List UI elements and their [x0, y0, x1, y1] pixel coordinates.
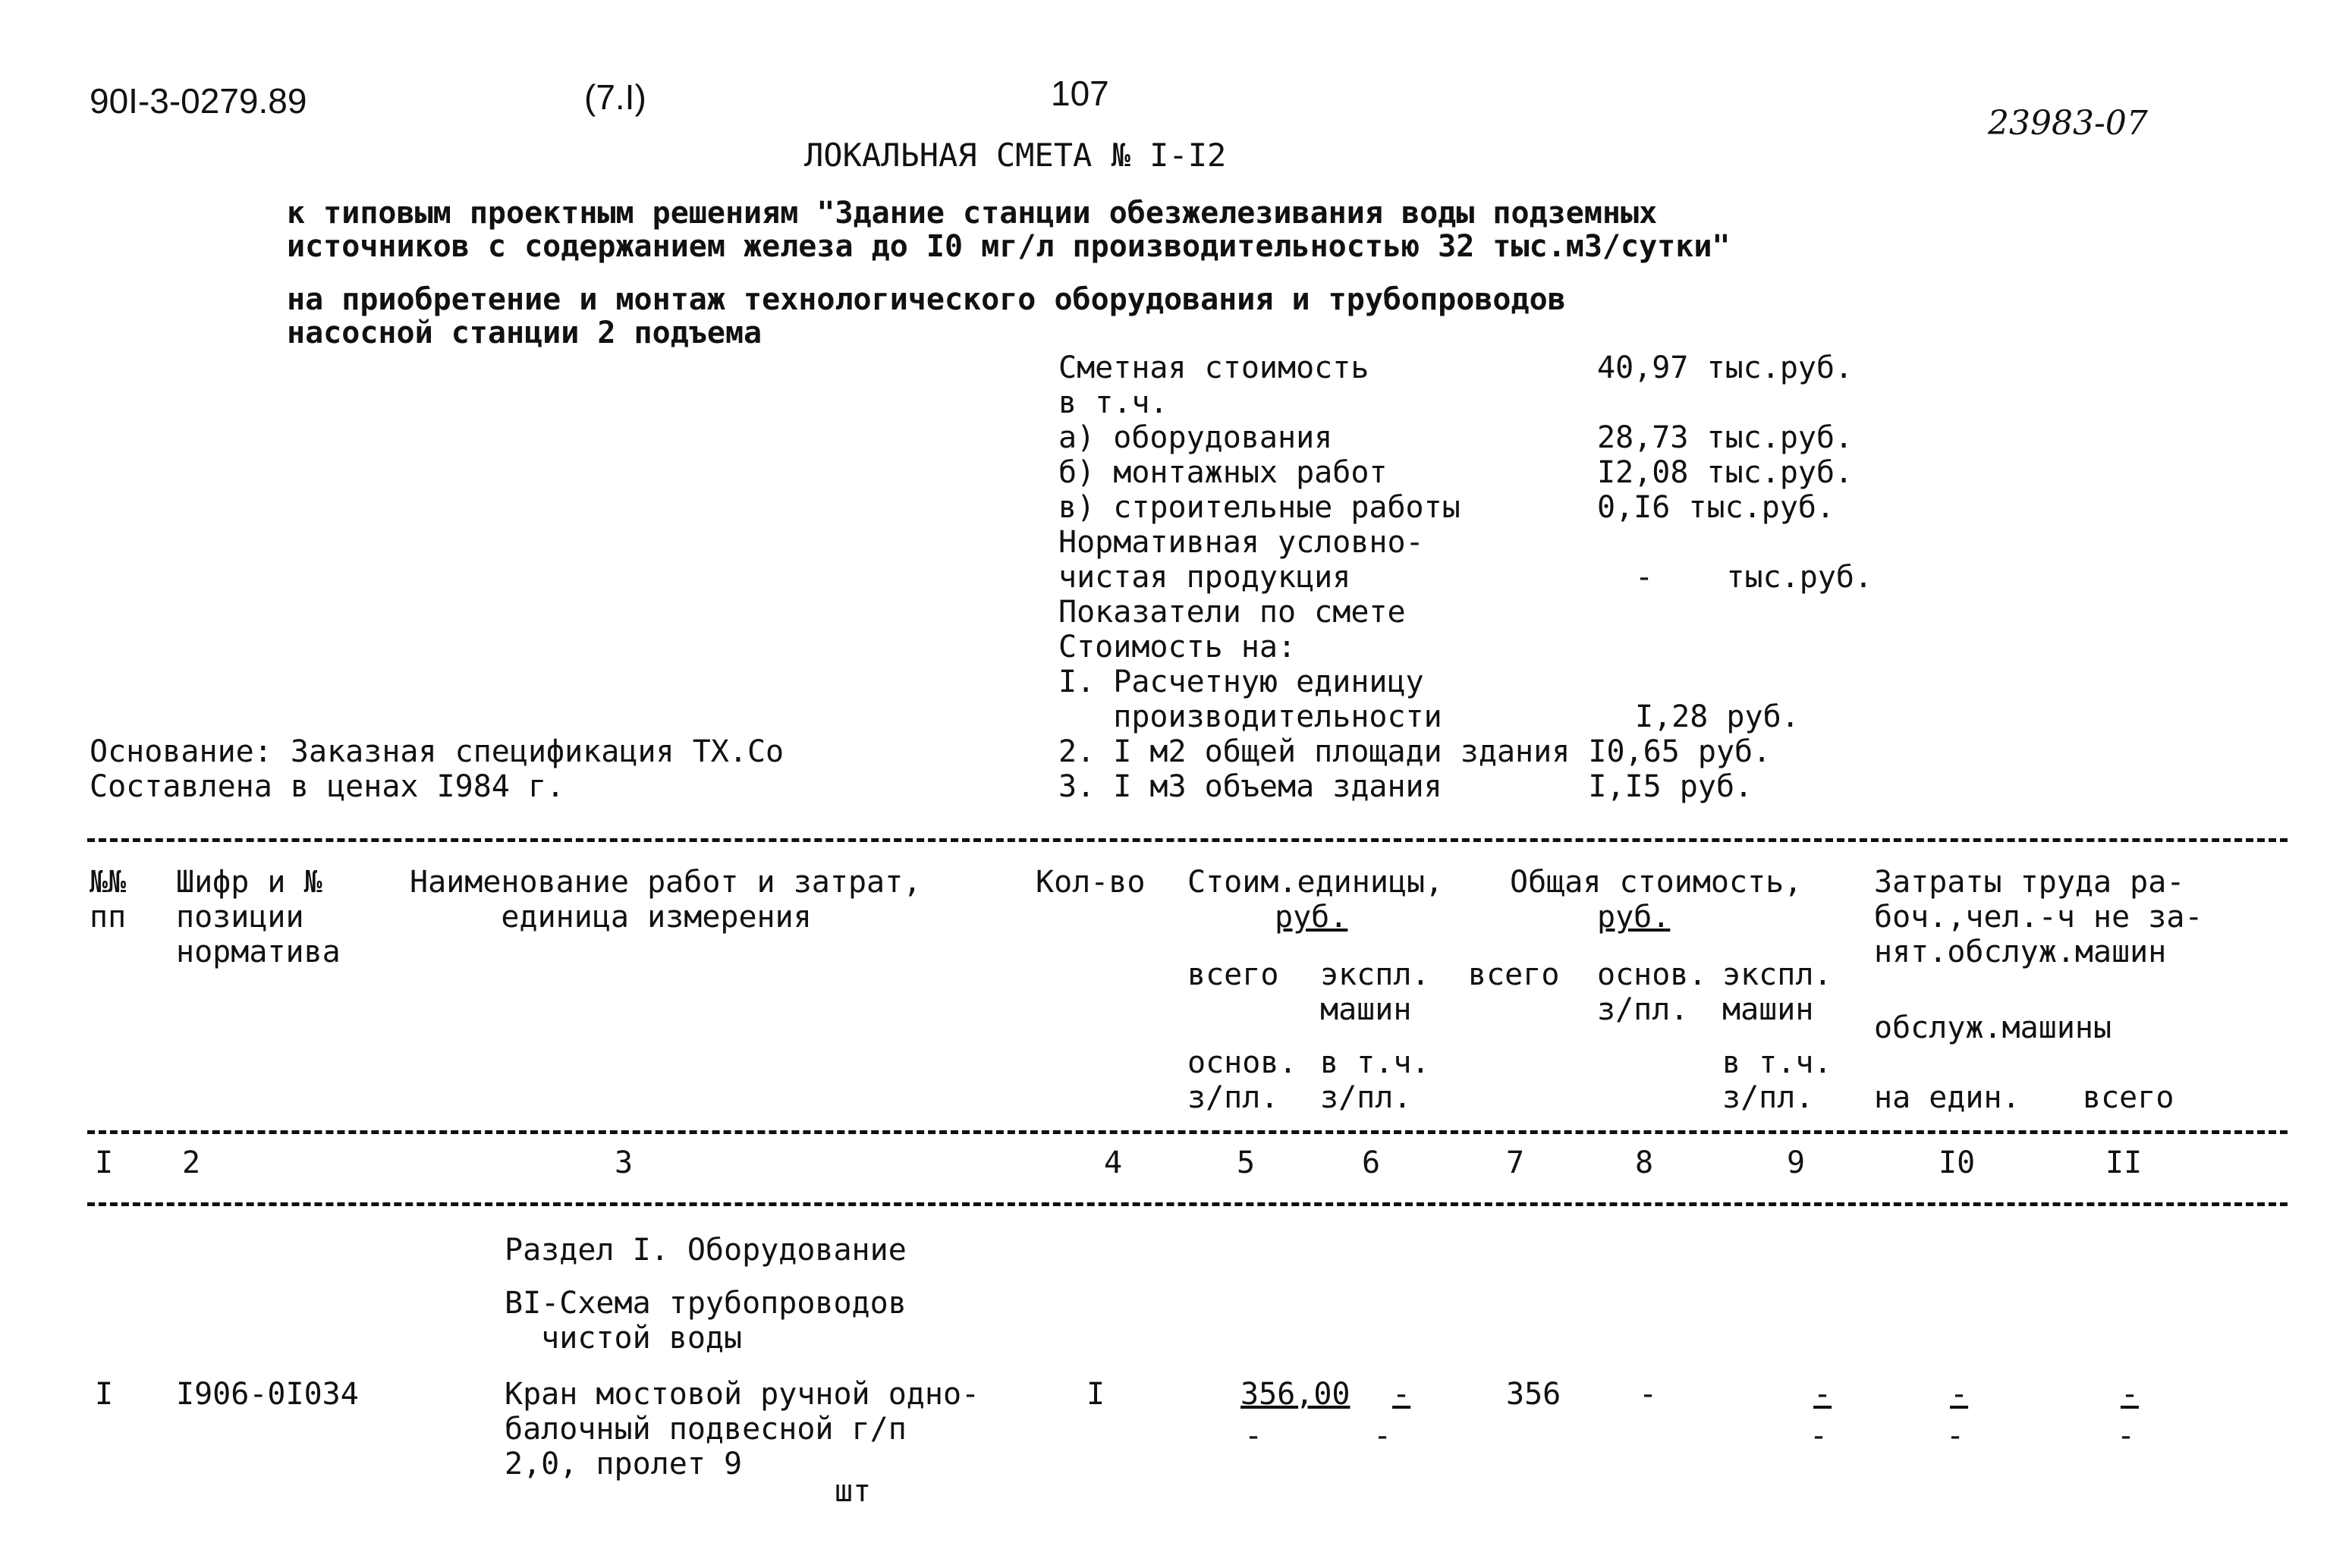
scheme-title: BI-Схема трубопроводов чистой воды — [505, 1286, 907, 1356]
header-quantity: Кол-во — [1036, 865, 1146, 900]
header-unit-base-wage: основ. з/пл. — [1187, 1045, 1297, 1115]
subtitle-line-2: источников с содержанием железа до I0 мг/л производительностью 32 тыс.м3/сутки" — [287, 229, 1731, 264]
row-number: I — [95, 1377, 114, 1412]
row-labor-total-service: - — [2117, 1419, 2136, 1453]
row-unit: шт — [835, 1474, 872, 1509]
prices-text: Составлена в ценах I984 г. — [90, 769, 565, 804]
header-code: Шифр и № позиции норматива — [176, 865, 341, 969]
summary-value: I,28 руб. — [1635, 699, 1800, 734]
header-unit-cost-rub: руб. — [1275, 900, 1348, 935]
summary-value: - тыс.руб. — [1635, 560, 1873, 595]
row-labor-unit: - — [1950, 1377, 1969, 1412]
header-base-wage: основ. з/пл. — [1597, 957, 1707, 1027]
column-number: 3 — [615, 1145, 634, 1180]
row-machines: - — [1813, 1377, 1832, 1412]
column-number: 8 — [1635, 1145, 1654, 1180]
indicator-area: 2. I м2 общей площади здания I0,65 руб. — [1058, 734, 1772, 769]
summary-label: б) монтажных работ — [1058, 455, 1388, 490]
row-name: Кран мостовой ручной одно- балочный подвесной г/п 2,0, пролет 9 — [505, 1377, 980, 1482]
row-base-wage: - — [1639, 1377, 1658, 1412]
row-unit-machines: - — [1392, 1377, 1411, 1412]
summary-value: 40,97 тыс.руб. — [1597, 350, 1854, 385]
header-labor: Затраты труда ра- боч.,чел.-ч не за- нят.обслуж.машин — [1874, 865, 2203, 969]
column-number: 6 — [1362, 1145, 1381, 1180]
column-number: I0 — [1939, 1145, 1976, 1180]
column-number: 4 — [1104, 1145, 1123, 1180]
purpose-line-2: насосной станции 2 подъема — [287, 316, 763, 350]
column-number: I — [95, 1145, 114, 1180]
header-total-cost-rub: руб. — [1597, 900, 1671, 935]
handwritten-number: 23983-07 — [1988, 104, 2148, 143]
column-number: 7 — [1506, 1145, 1525, 1180]
summary-label: а) оборудования — [1058, 420, 1333, 455]
header-machine-wage: в т.ч. з/пл. — [1722, 1045, 1832, 1115]
column-number: 2 — [182, 1145, 201, 1180]
header-unit-cost: Стоим.единицы, — [1187, 865, 1444, 900]
row-machine-wage: - — [1810, 1419, 1828, 1453]
header-labor-per-unit: на един. — [1874, 1080, 2020, 1115]
table-top-rule — [87, 838, 2288, 842]
column-number: 5 — [1237, 1145, 1256, 1180]
header-labor-service: обслуж.машины — [1874, 1010, 2112, 1045]
header-machines: экспл. машин — [1722, 957, 1832, 1027]
purpose-line-1: на приобретение и монтаж технологического оборудования и трубопроводов — [287, 282, 1566, 317]
row-total: 356 — [1506, 1377, 1561, 1412]
header-labor-total: всего — [2083, 1080, 2174, 1115]
header-total: всего — [1468, 957, 1560, 992]
subtitle-line-1: к типовым проектным решениям "Здание станции обезжелезивания воды подземных — [287, 196, 1658, 231]
header-total-cost: Общая стоимость, — [1510, 865, 1803, 900]
summary-label: Сметная стоимость — [1058, 350, 1369, 385]
column-numbers-bottom-rule — [87, 1202, 2288, 1206]
row-labor-total: - — [2121, 1377, 2140, 1412]
summary-label: чистая продукция — [1058, 560, 1351, 595]
summary-label: в т.ч. — [1058, 385, 1168, 420]
document-title: ЛОКАЛЬНАЯ СМЕТА № I-I2 — [804, 137, 1227, 174]
summary-label: в) строительные работы — [1058, 490, 1461, 525]
row-unit-base-wage: - — [1244, 1419, 1263, 1453]
indicator-volume: 3. I м3 объема здания I,I5 руб. — [1058, 769, 1753, 804]
header-bottom-rule — [87, 1130, 2288, 1134]
summary-label: Нормативная условно- — [1058, 525, 1424, 560]
column-number: II — [2105, 1145, 2143, 1180]
summary-value: 0,I6 тыс.руб. — [1597, 490, 1835, 525]
page-number: 107 — [1051, 74, 1109, 113]
header-row-number: №№ пп — [90, 865, 127, 935]
row-unit-total: 356,00 — [1240, 1377, 1351, 1412]
summary-label: Показатели по смете — [1058, 595, 1406, 630]
row-labor-unit-service: - — [1946, 1419, 1965, 1453]
summary-value: 28,73 тыс.руб. — [1597, 420, 1854, 455]
row-quantity: I — [1086, 1377, 1105, 1412]
document-code: 90I-3-0279.89 — [90, 81, 307, 121]
row-code: I906-0I034 — [176, 1377, 359, 1412]
summary-label: производительности — [1058, 699, 1442, 734]
section-title: Раздел I. Оборудование — [505, 1233, 907, 1268]
header-unit-machine-wage: в т.ч. з/пл. — [1320, 1045, 1430, 1115]
header-unit-total: всего — [1187, 957, 1279, 992]
column-number: 9 — [1787, 1145, 1806, 1180]
summary-value: I2,08 тыс.руб. — [1597, 455, 1854, 490]
section-number: (7.I) — [584, 77, 646, 117]
header-name: Наименование работ и затрат, единица измерения — [410, 865, 922, 935]
header-unit-machines: экспл. машин — [1320, 957, 1430, 1027]
summary-label: Стоимость на: — [1058, 630, 1297, 665]
basis-text: Основание: Заказная спецификация ТХ.Со — [90, 734, 785, 769]
summary-label: I. Расчетную единицу — [1058, 665, 1424, 699]
row-unit-machine-wage: - — [1373, 1419, 1392, 1453]
